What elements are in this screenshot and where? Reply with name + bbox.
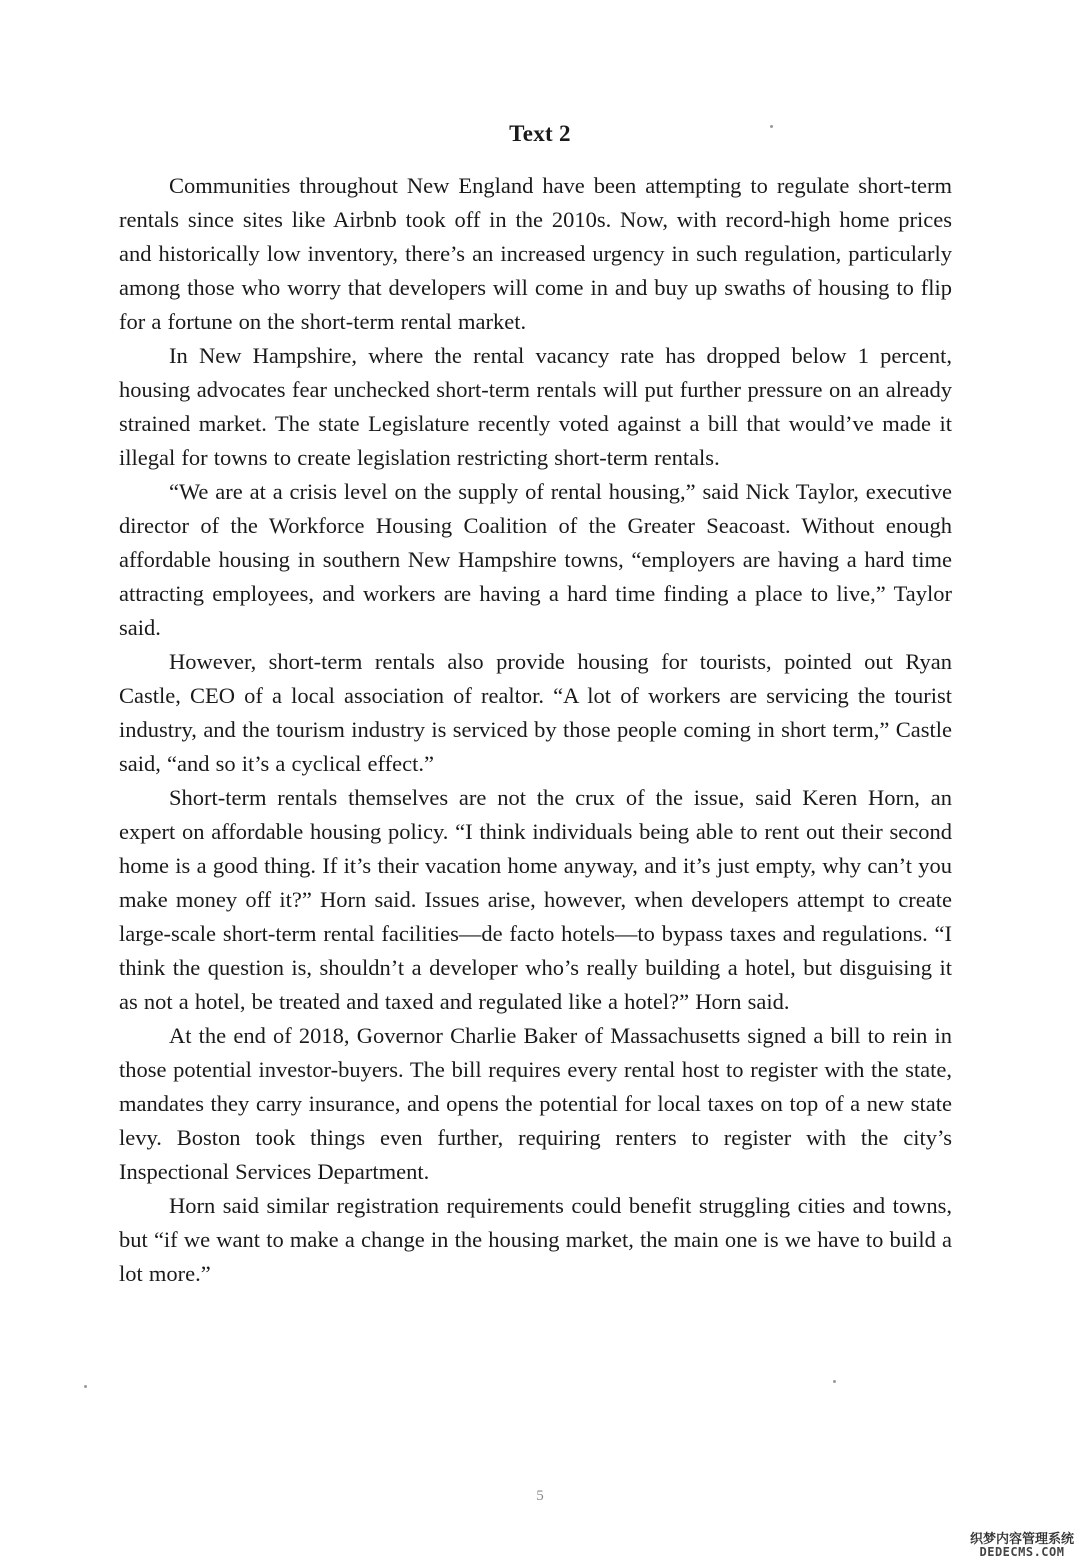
paragraph-2: In New Hampshire, where the rental vacancy rate has dropped below 1 percent, housing advocates fear unchecked short-term rentals will put further pressure on an already strained market. The state Legislature recently voted against a bill that would’ve made it illegal for towns to create legislation restricting short-term rentals.	[119, 343, 952, 470]
paragraph-7: Horn said similar registration requirements could benefit struggling cities and towns, but “if we want to make a change in the housing market, the main one is we have to build a lot more.”	[119, 1193, 952, 1286]
page-title: Text 2	[509, 121, 571, 146]
scan-speck	[84, 1385, 87, 1388]
paragraph-1: Communities throughout New England have been attempting to regulate short-term rentals since sites like Airbnb took off in the 2010s. Now, with record-high home prices and historically low inventory, there’s an increased urgency in such regulation, particularly among those who worry that developers will come in and buy up swaths of housing to flip for a fortune on the short-term rental market.	[119, 173, 952, 334]
paragraph-4: However, short-term rentals also provide housing for tourists, pointed out Ryan Castle, CEO of a local association of realtor. “A lot of workers are servicing the tourist industry, and the tourism industry is serviced by those people coming in short term,” Castle said, “and so it’s a cyclical effect.”	[119, 649, 952, 776]
paragraph-3: “We are at a crisis level on the supply of rental housing,” said Nick Taylor, executive director of the Workforce Housing Coalition of the Greater Seacoast. Without enough affordable housing in southern New Hampshire towns, “employers are having a hard time attracting employees, and workers are having a hard time finding a place to live,” Taylor said.	[119, 479, 952, 640]
paragraph-6: At the end of 2018, Governor Charlie Baker of Massachusetts signed a bill to rein in those potential investor-buyers. The bill requires every rental host to register with the state, mandates they carry insurance, and opens the potential for local taxes on top of a new state levy. Boston took things even further, requiring renters to register with the city’s Inspectional Services Department.	[119, 1023, 952, 1184]
page-number: 5	[536, 1488, 544, 1504]
watermark-line-1: 织梦内容管理系统	[969, 1531, 1074, 1547]
article-body	[119, 169, 952, 1291]
watermark-line-2: DEDECMS.COM	[979, 1545, 1065, 1560]
paragraph-5: Short-term rentals themselves are not the crux of the issue, said Keren Horn, an expert on affordable housing policy. “I think individuals being able to rent out their second home is a good thing. If it’s their vacation home anyway, and it’s just empty, why can’t you make money off it?” Horn said. Issues arise, however, when developers attempt to create large-scale short-term rental facilities—de facto hotels—to bypass taxes and regulations. “I think the question is, shouldn’t a developer who’s really building a hotel, but disguising it as not a hotel, be treated and taxed and regulated like a hotel?” Horn said.	[119, 785, 952, 1014]
scan-speck	[770, 125, 773, 128]
site-watermark	[970, 1533, 1074, 1559]
scan-speck	[833, 1380, 836, 1383]
